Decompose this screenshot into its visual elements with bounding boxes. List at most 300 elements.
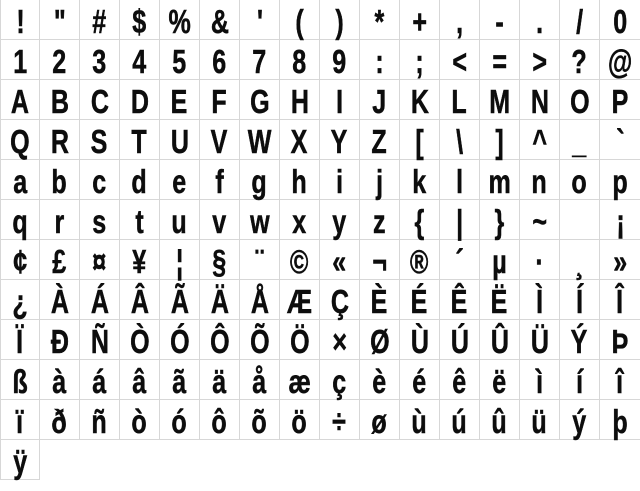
glyph-cell[interactable] xyxy=(80,360,120,400)
glyph-cell[interactable] xyxy=(360,320,400,360)
glyph-cell[interactable] xyxy=(40,240,80,280)
glyph-cell[interactable] xyxy=(360,160,400,200)
glyph-cell[interactable] xyxy=(120,80,160,120)
glyph-cell[interactable] xyxy=(280,280,320,320)
glyph: Þ xyxy=(611,323,629,360)
glyph: æ xyxy=(288,363,311,400)
glyph: Ä xyxy=(210,283,229,320)
glyph: V xyxy=(211,123,228,160)
glyph-cell[interactable] xyxy=(0,440,40,480)
glyph-cell[interactable] xyxy=(40,280,80,320)
glyph-cell[interactable] xyxy=(80,160,120,200)
glyph-cell[interactable] xyxy=(600,80,640,120)
glyph: o xyxy=(571,163,588,200)
glyph-cell[interactable] xyxy=(400,240,440,280)
glyph: É xyxy=(411,283,428,320)
glyph: ; xyxy=(415,43,424,80)
glyph-cell[interactable] xyxy=(200,240,240,280)
glyph: Õ xyxy=(249,323,270,360)
glyph-cell[interactable] xyxy=(0,240,40,280)
glyph: ÷ xyxy=(332,403,347,440)
glyph: k xyxy=(412,163,427,200)
glyph-cell[interactable] xyxy=(400,40,440,80)
glyph-cell[interactable] xyxy=(600,200,640,240)
glyph-cell[interactable] xyxy=(320,400,360,440)
glyph: P xyxy=(611,83,629,120)
glyph: 9 xyxy=(332,43,347,80)
glyph-cell[interactable] xyxy=(240,320,280,360)
glyph: ¨ xyxy=(255,243,264,280)
glyph: > xyxy=(532,43,547,80)
glyph: ý xyxy=(572,403,587,440)
glyph-cell[interactable] xyxy=(520,280,560,320)
glyph-cell[interactable] xyxy=(80,0,120,40)
glyph: ê xyxy=(452,363,467,400)
glyph: Å xyxy=(250,283,269,320)
glyph: « xyxy=(332,243,347,280)
glyph: 1 xyxy=(13,43,27,80)
glyph-cell[interactable] xyxy=(160,120,200,160)
glyph: ) xyxy=(335,3,344,40)
glyph: < xyxy=(452,43,467,80)
glyph-cell[interactable] xyxy=(560,280,600,320)
glyph-cell[interactable] xyxy=(0,280,40,320)
glyph-cell[interactable] xyxy=(480,400,520,440)
glyph-cell[interactable] xyxy=(40,40,80,80)
glyph-cell[interactable] xyxy=(240,400,280,440)
glyph-cell[interactable] xyxy=(120,40,160,80)
glyph: Q xyxy=(10,123,30,160)
glyph: ¸ xyxy=(575,243,584,280)
glyph-cell[interactable] xyxy=(160,240,200,280)
glyph: Y xyxy=(331,123,348,160)
glyph-cell[interactable] xyxy=(0,120,40,160)
glyph: û xyxy=(491,403,508,440)
glyph: Û xyxy=(490,323,509,360)
glyph-cell[interactable] xyxy=(560,400,600,440)
glyph: E xyxy=(171,83,188,120)
glyph: ù xyxy=(411,403,428,440)
glyph-cell[interactable] xyxy=(440,400,480,440)
glyph-cell[interactable] xyxy=(360,240,400,280)
glyph: ü xyxy=(531,403,548,440)
glyph: ÿ xyxy=(13,443,27,480)
glyph-cell[interactable] xyxy=(600,40,640,80)
glyph-cell[interactable] xyxy=(160,280,200,320)
glyph-cell[interactable] xyxy=(280,160,320,200)
glyph: _ xyxy=(572,123,587,160)
glyph: ø xyxy=(371,403,388,440)
glyph-cell[interactable] xyxy=(200,0,240,40)
glyph-cell[interactable] xyxy=(160,80,200,120)
glyph: Ô xyxy=(209,323,230,360)
glyph-cell[interactable] xyxy=(160,400,200,440)
glyph-cell[interactable] xyxy=(120,320,160,360)
glyph-cell[interactable] xyxy=(200,200,240,240)
glyph: ` xyxy=(615,123,625,160)
glyph-cell[interactable] xyxy=(480,0,520,40)
glyph: ã xyxy=(172,363,187,400)
glyph-cell[interactable] xyxy=(160,320,200,360)
glyph-cell[interactable] xyxy=(560,0,600,40)
glyph: a xyxy=(13,163,27,200)
glyph-cell[interactable] xyxy=(120,360,160,400)
glyph-cell[interactable] xyxy=(80,80,120,120)
glyph-cell[interactable] xyxy=(280,400,320,440)
glyph-cell[interactable] xyxy=(600,160,640,200)
glyph-cell[interactable] xyxy=(200,320,240,360)
glyph-cell[interactable] xyxy=(200,80,240,120)
glyph-cell[interactable] xyxy=(160,0,200,40)
glyph-cell[interactable] xyxy=(520,0,560,40)
glyph-cell[interactable] xyxy=(120,0,160,40)
glyph-cell[interactable] xyxy=(480,160,520,200)
glyph: ð xyxy=(51,403,68,440)
glyph: Í xyxy=(576,283,583,320)
glyph: ] xyxy=(495,123,504,160)
glyph-cell[interactable] xyxy=(560,120,600,160)
glyph-cell[interactable] xyxy=(400,200,440,240)
glyph-cell[interactable] xyxy=(480,200,520,240)
glyph: D xyxy=(130,83,149,120)
glyph-cell[interactable] xyxy=(400,160,440,200)
glyph-cell[interactable] xyxy=(320,0,360,40)
glyph-cell[interactable] xyxy=(200,360,240,400)
glyph: £ xyxy=(52,243,67,280)
glyph-cell[interactable] xyxy=(360,0,400,40)
glyph: Ñ xyxy=(90,323,109,360)
glyph-cell[interactable] xyxy=(240,80,280,120)
glyph-cell[interactable] xyxy=(480,240,520,280)
glyph: h xyxy=(291,163,308,200)
glyph-cell[interactable] xyxy=(440,120,480,160)
glyph: [ xyxy=(415,123,424,160)
glyph-cell[interactable] xyxy=(520,120,560,160)
glyph-cell[interactable] xyxy=(120,240,160,280)
glyph-cell[interactable] xyxy=(440,160,480,200)
glyph-cell[interactable] xyxy=(240,200,280,240)
glyph: 3 xyxy=(92,43,107,80)
glyph-cell[interactable] xyxy=(520,240,560,280)
glyph: ( xyxy=(295,3,304,40)
glyph: á xyxy=(92,363,107,400)
glyph: ¥ xyxy=(132,243,147,280)
glyph: Ý xyxy=(571,323,588,360)
glyph: W xyxy=(247,123,272,160)
glyph-row xyxy=(0,280,640,320)
glyph-cell[interactable] xyxy=(160,360,200,400)
glyph-cell[interactable] xyxy=(520,80,560,120)
glyph: ~ xyxy=(532,203,547,240)
glyph-cell[interactable] xyxy=(440,40,480,80)
glyph-cell[interactable] xyxy=(520,40,560,80)
glyph: $ xyxy=(132,3,147,40)
glyph-cell[interactable] xyxy=(40,160,80,200)
glyph: î xyxy=(616,363,624,400)
glyph-cell[interactable] xyxy=(600,240,640,280)
glyph-cell[interactable] xyxy=(320,40,360,80)
glyph: Á xyxy=(90,283,109,320)
glyph-cell[interactable] xyxy=(40,80,80,120)
glyph: à xyxy=(52,363,67,400)
glyph-cell[interactable] xyxy=(0,160,40,200)
glyph: ì xyxy=(536,363,543,400)
glyph-cell[interactable] xyxy=(520,400,560,440)
glyph-cell[interactable] xyxy=(560,240,600,280)
glyph-cell[interactable] xyxy=(600,320,640,360)
glyph: · xyxy=(535,243,544,280)
glyph: 4 xyxy=(132,43,147,80)
glyph-cell[interactable] xyxy=(120,400,160,440)
glyph-cell[interactable] xyxy=(240,160,280,200)
glyph: L xyxy=(451,83,468,120)
glyph-cell[interactable] xyxy=(320,280,360,320)
glyph-cell[interactable] xyxy=(440,240,480,280)
glyph: » xyxy=(613,243,627,280)
glyph: ! xyxy=(15,3,25,40)
glyph-cell[interactable] xyxy=(560,160,600,200)
glyph-cell[interactable] xyxy=(200,40,240,80)
glyph: = xyxy=(492,43,507,80)
glyph-cell[interactable] xyxy=(440,320,480,360)
glyph: X xyxy=(291,123,308,160)
glyph-cell[interactable] xyxy=(480,360,520,400)
glyph-cell[interactable] xyxy=(280,80,320,120)
glyph: õ xyxy=(251,403,268,440)
glyph: . xyxy=(536,3,543,40)
glyph: G xyxy=(249,83,270,120)
glyph-cell[interactable] xyxy=(40,0,80,40)
glyph-cell[interactable] xyxy=(320,200,360,240)
glyph-cell[interactable] xyxy=(120,160,160,200)
glyph-cell[interactable] xyxy=(600,0,640,40)
glyph-cell[interactable] xyxy=(0,0,40,40)
glyph-cell[interactable] xyxy=(360,400,400,440)
glyph: K xyxy=(410,83,429,120)
glyph-cell[interactable] xyxy=(80,120,120,160)
glyph-cell[interactable] xyxy=(480,40,520,80)
glyph-cell[interactable] xyxy=(360,120,400,160)
glyph: u xyxy=(171,203,188,240)
glyph-cell[interactable] xyxy=(520,320,560,360)
glyph: y xyxy=(332,203,347,240)
glyph-cell[interactable] xyxy=(320,160,360,200)
glyph-cell[interactable] xyxy=(440,280,480,320)
glyph: j xyxy=(376,163,383,200)
glyph: å xyxy=(252,363,267,400)
glyph-cell[interactable] xyxy=(320,360,360,400)
glyph: Ç xyxy=(330,283,349,320)
glyph-cell[interactable] xyxy=(200,280,240,320)
glyph-cell[interactable] xyxy=(520,360,560,400)
glyph: Ü xyxy=(530,323,549,360)
glyph-cell[interactable] xyxy=(440,200,480,240)
glyph-cell[interactable] xyxy=(280,120,320,160)
glyph: S xyxy=(91,123,108,160)
glyph: þ xyxy=(612,403,628,440)
glyph: ó xyxy=(171,403,188,440)
glyph-cell[interactable] xyxy=(280,200,320,240)
glyph-cell[interactable] xyxy=(240,240,280,280)
glyph-cell[interactable] xyxy=(240,120,280,160)
glyph: Ù xyxy=(410,323,429,360)
glyph: C xyxy=(90,83,109,120)
glyph: ® xyxy=(410,243,429,280)
glyph-cell[interactable] xyxy=(360,40,400,80)
glyph-cell[interactable] xyxy=(280,320,320,360)
glyph: & xyxy=(210,3,229,40)
glyph-cell[interactable] xyxy=(80,200,120,240)
glyph-cell[interactable] xyxy=(400,400,440,440)
glyph-cell[interactable] xyxy=(480,80,520,120)
glyph-cell[interactable] xyxy=(240,280,280,320)
glyph: O xyxy=(569,83,590,120)
glyph-cell[interactable] xyxy=(240,40,280,80)
glyph: ¢ xyxy=(13,243,27,280)
glyph: z xyxy=(373,203,386,240)
glyph-cell[interactable] xyxy=(400,360,440,400)
glyph-cell-empty[interactable] xyxy=(560,200,600,240)
glyph: g xyxy=(251,163,268,200)
glyph: È xyxy=(371,283,388,320)
glyph-cell[interactable] xyxy=(560,40,600,80)
glyph-cell[interactable] xyxy=(120,120,160,160)
glyph-row xyxy=(0,320,640,360)
glyph-cell[interactable] xyxy=(440,0,480,40)
glyph-cell[interactable] xyxy=(520,200,560,240)
glyph-cell[interactable] xyxy=(480,320,520,360)
glyph-row xyxy=(0,240,640,280)
glyph: * xyxy=(374,3,385,40)
glyph-cell[interactable] xyxy=(400,280,440,320)
glyph-cell[interactable] xyxy=(360,280,400,320)
glyph-cell[interactable] xyxy=(360,360,400,400)
glyph: é xyxy=(412,363,427,400)
glyph: 8 xyxy=(292,43,307,80)
glyph-cell[interactable] xyxy=(320,80,360,120)
glyph-cell[interactable] xyxy=(200,120,240,160)
glyph-cell[interactable] xyxy=(560,360,600,400)
glyph-cell[interactable] xyxy=(120,200,160,240)
glyph: { xyxy=(414,203,425,240)
glyph: I xyxy=(336,83,343,120)
glyph-cell[interactable] xyxy=(40,320,80,360)
glyph-cell[interactable] xyxy=(560,80,600,120)
glyph-cell[interactable] xyxy=(600,280,640,320)
glyph-cell[interactable] xyxy=(160,200,200,240)
glyph-cell[interactable] xyxy=(320,320,360,360)
glyph: b xyxy=(51,163,68,200)
glyph-cell[interactable] xyxy=(400,80,440,120)
glyph-cell[interactable] xyxy=(40,400,80,440)
glyph-cell[interactable] xyxy=(400,320,440,360)
glyph-cell[interactable] xyxy=(600,400,640,440)
glyph: ¬ xyxy=(372,243,387,280)
glyph: â xyxy=(132,363,147,400)
glyph-cell[interactable] xyxy=(600,360,640,400)
glyph: @ xyxy=(607,43,633,80)
glyph: \ xyxy=(456,123,463,160)
glyph: ß xyxy=(12,363,28,400)
glyph-cell[interactable] xyxy=(200,160,240,200)
glyph: ë xyxy=(492,363,507,400)
glyph-cell[interactable] xyxy=(480,280,520,320)
glyph-cell[interactable] xyxy=(80,240,120,280)
glyph: ^ xyxy=(532,123,547,160)
glyph: B xyxy=(50,83,69,120)
glyph: Æ xyxy=(286,283,313,320)
glyph-row xyxy=(0,0,640,40)
glyph: § xyxy=(212,243,227,280)
glyph-cell[interactable] xyxy=(480,120,520,160)
glyph: 2 xyxy=(52,43,67,80)
glyph-cell[interactable] xyxy=(400,120,440,160)
glyph-cell[interactable] xyxy=(440,80,480,120)
glyph: H xyxy=(290,83,309,120)
glyph-cell[interactable] xyxy=(280,360,320,400)
glyph-cell[interactable] xyxy=(440,360,480,400)
glyph-cell[interactable] xyxy=(360,80,400,120)
glyph-cell[interactable] xyxy=(80,40,120,80)
glyph: e xyxy=(172,163,187,200)
glyph-cell[interactable] xyxy=(560,320,600,360)
glyph-cell[interactable] xyxy=(240,0,280,40)
glyph-row xyxy=(0,360,640,400)
glyph-cell[interactable] xyxy=(40,360,80,400)
glyph-cell[interactable] xyxy=(0,320,40,360)
glyph-cell[interactable] xyxy=(80,400,120,440)
glyph-cell[interactable] xyxy=(80,320,120,360)
glyph-cell[interactable] xyxy=(120,280,160,320)
glyph-cell[interactable] xyxy=(280,0,320,40)
glyph-row xyxy=(0,440,640,480)
glyph-cell[interactable] xyxy=(280,40,320,80)
glyph-cell[interactable] xyxy=(240,360,280,400)
glyph: Ì xyxy=(536,283,543,320)
glyph: n xyxy=(531,163,548,200)
glyph: Ú xyxy=(450,323,469,360)
glyph-cell[interactable] xyxy=(160,160,200,200)
glyph: q xyxy=(12,203,28,240)
glyph: Ò xyxy=(129,323,150,360)
glyph: : xyxy=(375,43,384,80)
glyph-cell[interactable] xyxy=(0,360,40,400)
glyph: Ø xyxy=(369,323,390,360)
glyph-cell[interactable] xyxy=(0,80,40,120)
glyph: ¡ xyxy=(615,203,625,240)
glyph: J xyxy=(372,83,387,120)
glyph-cell[interactable] xyxy=(40,120,80,160)
glyph-cell[interactable] xyxy=(400,0,440,40)
glyph-cell[interactable] xyxy=(0,40,40,80)
glyph-cell[interactable] xyxy=(280,240,320,280)
glyph-cell[interactable] xyxy=(200,400,240,440)
glyph-cell[interactable] xyxy=(600,120,640,160)
glyph-cell[interactable] xyxy=(80,280,120,320)
glyph-cell[interactable] xyxy=(360,200,400,240)
glyph-cell[interactable] xyxy=(320,240,360,280)
glyph: s xyxy=(92,203,107,240)
glyph-cell[interactable] xyxy=(160,40,200,80)
glyph: ú xyxy=(451,403,468,440)
glyph-cell[interactable] xyxy=(520,160,560,200)
glyph-cell[interactable] xyxy=(40,200,80,240)
glyph-cell[interactable] xyxy=(320,120,360,160)
glyph: Â xyxy=(130,283,149,320)
glyph: ö xyxy=(291,403,308,440)
glyph-cell[interactable] xyxy=(0,200,40,240)
glyph-cell[interactable] xyxy=(0,400,40,440)
